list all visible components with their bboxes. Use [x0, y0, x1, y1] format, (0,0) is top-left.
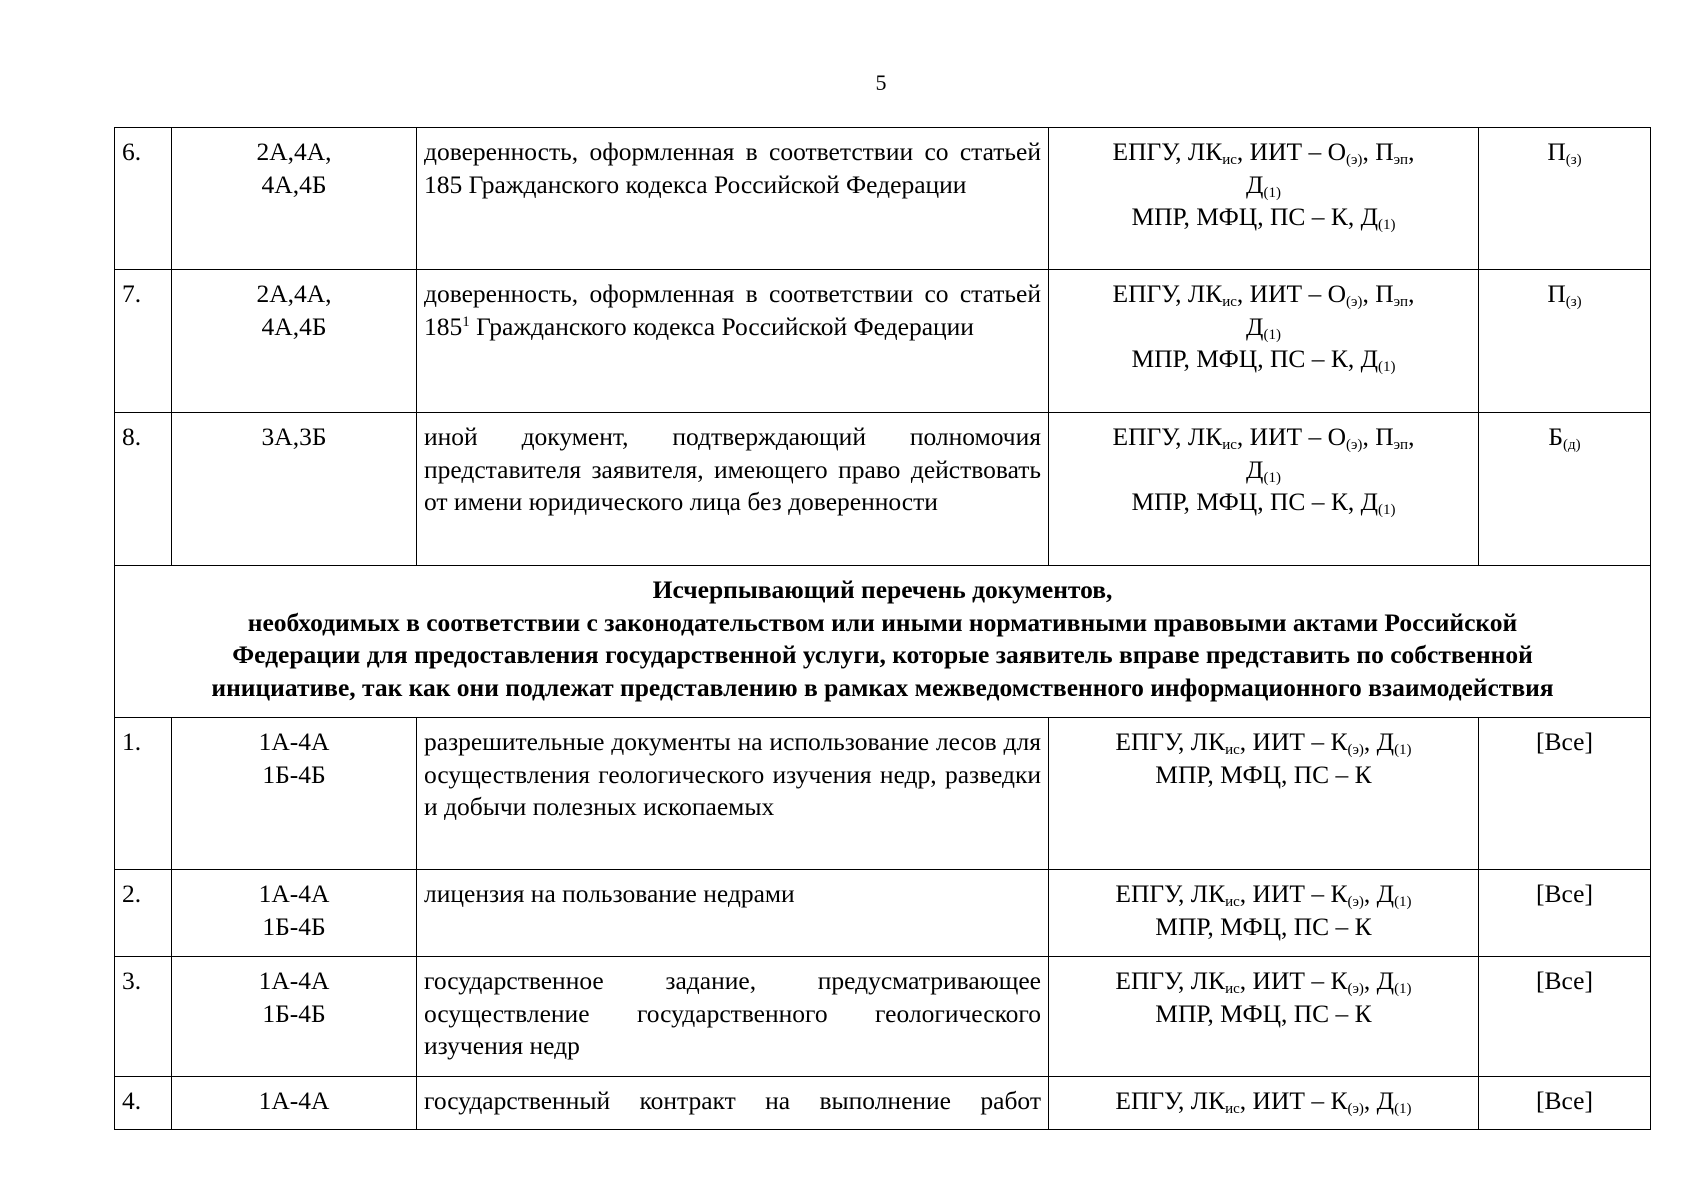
code-line: 1Б-4Б [262, 998, 326, 1028]
submission-channels [1049, 413, 1479, 566]
row-number: 2. [115, 870, 172, 957]
section-heading [115, 566, 1651, 718]
applicant-codes [172, 718, 417, 870]
page-number: 5 [875, 70, 887, 95]
code-line: 4А,4Б [261, 311, 327, 341]
documents-table [114, 127, 1651, 1130]
channel-line: $Д_{(1)}$ [1246, 311, 1281, 343]
code-line: 4А,4Б [261, 169, 327, 199]
applicant-codes [172, 870, 417, 957]
channel-line: ЕПГУ, $ЛК_{ис}$, ИИТ – $К_{(э)}$, $Д_{(1)}$ [1115, 879, 1412, 910]
code-line: 1А-4А [258, 727, 330, 756]
table-row [115, 128, 1651, 270]
heading-line: инициативе, так как они подлежат представлению в рамках межведомственного информационного взаимодействия [211, 672, 1554, 702]
channel-line: $Д_{(1)}$ [1246, 454, 1281, 486]
applicant-codes [172, 413, 417, 566]
applicant-codes [172, 1077, 417, 1130]
result-code: [Все] [1479, 1077, 1651, 1130]
document-description: государственное задание, предусматривающее осуществление государственного геологического изучения недр [417, 957, 1049, 1077]
result-code: $П_{(з)}$ [1479, 128, 1651, 270]
channel-line: МПР, МФЦ, ПС – К [1155, 911, 1372, 941]
code-line: 2А,4А, [256, 279, 332, 308]
row-number: 6. [115, 128, 172, 270]
submission-channels [1049, 1077, 1479, 1130]
result-code: [Все] [1479, 870, 1651, 957]
channel-line: $Д_{(1)}$ [1246, 169, 1281, 201]
table-row [115, 270, 1651, 413]
result-code: [Все] [1479, 957, 1651, 1077]
table-row [115, 718, 1651, 870]
row-number: 7. [115, 270, 172, 413]
submission-channels [1049, 957, 1479, 1077]
heading-line: необходимых в соответствии с законодательством или иными нормативными правовыми актами Российской [247, 607, 1518, 637]
table-row [115, 870, 1651, 957]
document-description: государственный контракт на выполнение работ [417, 1077, 1049, 1130]
section-heading-row [115, 566, 1651, 718]
channel-line: МПР, МФЦ, ПС – К, $Д_{(1)}$ [1131, 344, 1396, 375]
row-number: 3. [115, 957, 172, 1077]
code-line: 1Б-4Б [262, 759, 326, 789]
document-description: доверенность, оформленная в соответствии со статьей $185^1$ Гражданского кодекса Российской Федерации [417, 270, 1049, 413]
submission-channels [1049, 870, 1479, 957]
table-row [115, 957, 1651, 1077]
applicant-codes [172, 270, 417, 413]
channel-line: МПР, МФЦ, ПС – К [1155, 998, 1372, 1028]
applicant-codes [172, 957, 417, 1077]
code-line: 1Б-4Б [262, 911, 326, 941]
channel-line: МПР, МФЦ, ПС – К, $Д_{(1)}$ [1131, 487, 1396, 518]
code-line: 1А-4А [258, 966, 330, 995]
result-code: $Б_{(д)}$ [1479, 413, 1651, 566]
channel-line: ЕПГУ, $ЛК_{ис}$, ИИТ – $К_{(э)}$, $Д_{(1)}$ [1115, 966, 1412, 997]
row-number: 1. [115, 718, 172, 870]
document-description: лицензия на пользование недрами [417, 870, 1049, 957]
channel-line: МПР, МФЦ, ПС – К [1155, 759, 1372, 789]
document-description: доверенность, оформленная в соответствии со статьей 185 Гражданского кодекса Российской Федерации [417, 128, 1049, 270]
code-line: 2А,4А, [256, 137, 332, 166]
table-row [115, 413, 1651, 566]
table-row [115, 1077, 1651, 1130]
code-line: 1А-4А [258, 1086, 330, 1115]
result-code: $П_{(з)}$ [1479, 270, 1651, 413]
heading-line: Исчерпывающий перечень документов, [652, 575, 1113, 604]
channel-line: ЕПГУ, $ЛК_{ис}$, ИИТ – $О_{(э)}$, $П_{эп}$, [1112, 137, 1415, 168]
row-number: 8. [115, 413, 172, 566]
row-number: 4. [115, 1077, 172, 1130]
submission-channels [1049, 270, 1479, 413]
channel-line: МПР, МФЦ, ПС – К, $Д_{(1)}$ [1131, 202, 1396, 233]
channel-line: ЕПГУ, $ЛК_{ис}$, ИИТ – $К_{(э)}$, $Д_{(1)}$ [1115, 727, 1412, 758]
document-description: иной документ, подтверждающий полномочия представителя заявителя, имеющего право действовать от имени юридического лица без доверенности [417, 413, 1049, 566]
heading-line: Федерации для предоставления государственной услуги, которые заявитель вправе представить по собственной [232, 640, 1533, 669]
submission-channels [1049, 128, 1479, 270]
submission-channels [1049, 718, 1479, 870]
result-code: [Все] [1479, 718, 1651, 870]
code-line: 3А,3Б [261, 422, 327, 451]
channel-line: ЕПГУ, $ЛК_{ис}$, ИИТ – $К_{(э)}$, $Д_{(1)}$ [1115, 1086, 1412, 1117]
applicant-codes [172, 128, 417, 270]
document-description: разрешительные документы на использование лесов для осуществления геологического изучения недр, разведки и добычи полезных ископаемых [417, 718, 1049, 870]
channel-line: ЕПГУ, $ЛК_{ис}$, ИИТ – $О_{(э)}$, $П_{эп}$, [1112, 279, 1415, 310]
channel-line: ЕПГУ, $ЛК_{ис}$, ИИТ – $О_{(э)}$, $П_{эп}$, [1112, 422, 1415, 453]
code-line: 1А-4А [258, 879, 330, 908]
